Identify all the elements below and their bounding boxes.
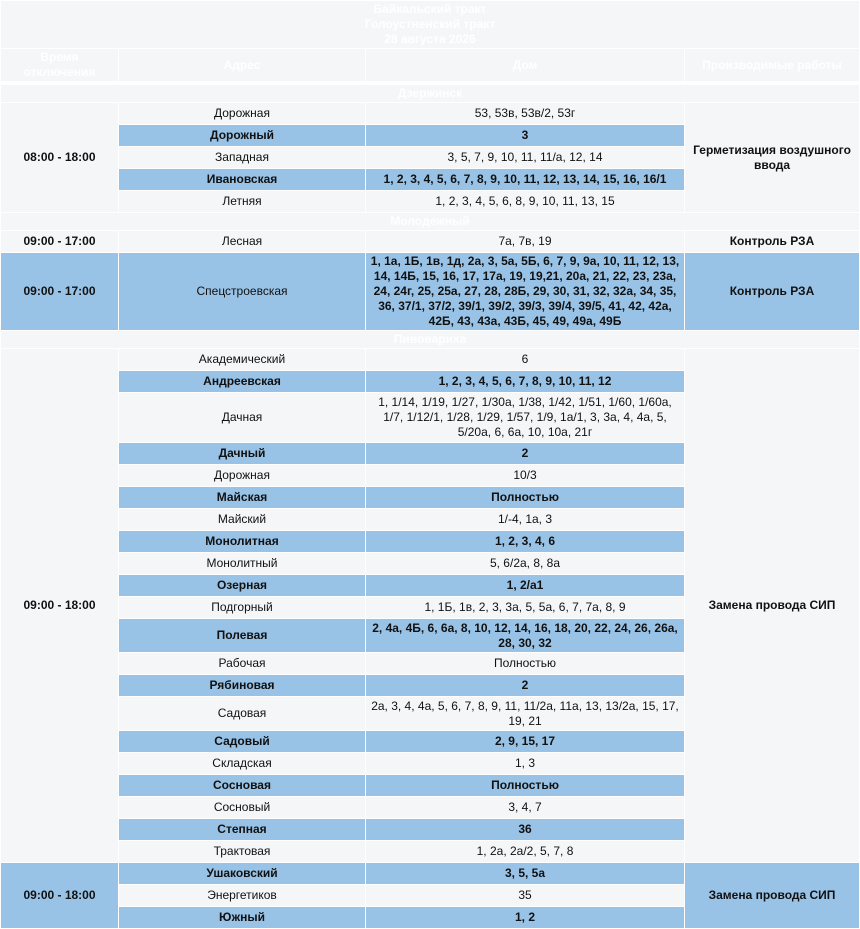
title-line-2: Голоустненский тракт: [364, 17, 496, 31]
column-header-row: [1, 49, 859, 81]
houses-cell: Полностью: [366, 775, 684, 796]
address-cell: Энергетиков: [119, 885, 365, 906]
section-title-pivovarikha: Пивовариха: [1, 331, 859, 348]
address-cell: Садовая: [119, 697, 365, 730]
address-cell: Лесная: [119, 231, 365, 252]
column-header-time: Время отключения: [1, 49, 118, 81]
table-row: [1, 231, 859, 252]
houses-cell: 5, 6/2а, 8, 8а: [366, 553, 684, 574]
houses-cell: 35: [366, 885, 684, 906]
houses-cell: 10/3: [366, 465, 684, 486]
houses-cell: 1, 2, 3, 4, 5, 6, 8, 9, 10, 11, 13, 15: [366, 191, 684, 212]
address-cell: Рабочая: [119, 653, 365, 674]
address-cell: Складская: [119, 753, 365, 774]
address-cell: Полевая: [119, 619, 365, 652]
address-cell: Сосновая: [119, 775, 365, 796]
houses-cell: 1/-4, 1а, 3: [366, 509, 684, 530]
column-header-work: Производимые работы: [685, 49, 859, 81]
section-row: [1, 85, 859, 102]
houses-cell: 2а, 3, 4, 4а, 5, 6, 7, 8, 9, 11, 11/2а, 11а, 13, 13/2а, 15, 17, 19, 21: [366, 697, 684, 730]
houses-cell: 2: [366, 443, 684, 464]
column-header-house: Дом: [366, 49, 684, 81]
table-row: [1, 349, 859, 370]
houses-cell: Полностью: [366, 653, 684, 674]
address-cell: Южный: [119, 907, 365, 928]
houses-cell: 1, 1/14, 1/19, 1/27, 1/30а, 1/38, 1/42, 1/51, 1/60, 1/60а, 1/7, 1/12/1, 1/28, 1/29, 1/57, 1/9, 1а/1, 3, 3а, 4, 4а, 5, 5/20а, 6, 6а, 10, 10а, 21г: [366, 393, 684, 442]
title-line-1: Байкальский тракт: [373, 2, 487, 16]
houses-cell: 2: [366, 675, 684, 696]
work-description: Герметизация воздушного ввода: [685, 103, 859, 212]
address-cell: Дачная: [119, 393, 365, 442]
table-row: [1, 863, 859, 884]
address-cell: Подгорный: [119, 597, 365, 618]
houses-cell: 6: [366, 349, 684, 370]
address-cell: Дорожная: [119, 103, 365, 124]
houses-cell: Полностью: [366, 487, 684, 508]
section-row: [1, 331, 859, 348]
houses-cell: 3, 5, 7, 9, 10, 11, 11/а, 12, 14: [366, 147, 684, 168]
address-cell: Степная: [119, 819, 365, 840]
houses-cell: 1, 1Б, 1в, 2, 3, 3а, 5, 5а, 6, 7, 7а, 8, 9: [366, 597, 684, 618]
houses-cell: 1, 2, 3, 4, 5, 6, 7, 8, 9, 10, 11, 12, 13, 14, 15, 16, 16/1: [366, 169, 684, 190]
title-row: [1, 1, 859, 48]
outage-time: 09:00 - 18:00: [1, 349, 118, 862]
houses-cell: 2, 9, 15, 17: [366, 731, 684, 752]
section-row: [1, 213, 859, 230]
address-cell: Дорожная: [119, 465, 365, 486]
houses-cell: 1, 2а, 2а/2, 5, 7, 8: [366, 841, 684, 862]
address-cell: Западная: [119, 147, 365, 168]
section-title-molodezhny: Молодежный: [1, 213, 859, 230]
houses-cell: 3: [366, 125, 684, 146]
address-cell: Ивановская: [119, 169, 365, 190]
address-cell: Майский: [119, 509, 365, 530]
houses-cell: 1, 3: [366, 753, 684, 774]
address-cell: Академический: [119, 349, 365, 370]
address-cell: Рябиновая: [119, 675, 365, 696]
address-cell: Трактовая: [119, 841, 365, 862]
address-cell: Спецстроевская: [119, 253, 365, 330]
houses-cell: 1, 2, 3, 4, 6: [366, 531, 684, 552]
section-title-dzerzhinsk: Дзержинск: [1, 85, 859, 102]
address-cell: Андреевская: [119, 371, 365, 392]
houses-cell: 1, 1а, 1Б, 1в, 1д, 2а, 3, 5а, 5Б, 6, 7, 9, 9а, 10, 11, 12, 13, 14, 14Б, 15, 16, 17, 17а, 19, 19,21, 20а, 21, 22, 23, 23а, 24, 24г, 25, 25а, 27, 28, 28Б, 29, 30, 31, 32, 32а, 34, 35, 36, 37/1, 37/2, 39/1, 39/2, 39/3, 39/4, 39/5, 41, 42, 42а, 42Б, 43, 43а, 43Б, 45, 49, 49а, 49Б: [366, 253, 684, 330]
work-description: Контроль РЗА: [685, 231, 859, 252]
spacer: [1, 82, 859, 84]
address-cell: Дорожный: [119, 125, 365, 146]
page-title: [1, 1, 859, 48]
address-cell: Ушаковский: [119, 863, 365, 884]
outage-time: 09:00 - 17:00: [1, 231, 118, 252]
address-cell: Дачный: [119, 443, 365, 464]
houses-cell: 53, 53в, 53в/2, 53г: [366, 103, 684, 124]
table-row: [1, 253, 859, 330]
title-date: 28 августа 2026: [384, 32, 476, 46]
houses-cell: 2, 4а, 4Б, 6, 6а, 8, 10, 12, 14, 16, 18, 20, 22, 24, 26, 26а, 28, 30, 32: [366, 619, 684, 652]
houses-cell: 3, 4, 7: [366, 797, 684, 818]
houses-cell: 1, 2/а1: [366, 575, 684, 596]
address-cell: Садовый: [119, 731, 365, 752]
work-description: Замена провода СИП: [685, 349, 859, 862]
houses-cell: 7а, 7в, 19: [366, 231, 684, 252]
outage-time: 08:00 - 18:00: [1, 103, 118, 212]
houses-cell: 36: [366, 819, 684, 840]
address-cell: Озерная: [119, 575, 365, 596]
address-cell: Сосновый: [119, 797, 365, 818]
work-description: Замена провода СИП: [685, 863, 859, 928]
column-header-address: Адрес: [119, 49, 365, 81]
work-description: Контроль РЗА: [685, 253, 859, 330]
address-cell: Майская: [119, 487, 365, 508]
address-cell: Монолитная: [119, 531, 365, 552]
address-cell: Монолитный: [119, 553, 365, 574]
address-cell: Летняя: [119, 191, 365, 212]
houses-cell: 1, 2: [366, 907, 684, 928]
houses-cell: 3, 5, 5а: [366, 863, 684, 884]
outage-time: 09:00 - 18:00: [1, 863, 118, 928]
outage-time: 09:00 - 17:00: [1, 253, 118, 330]
houses-cell: 1, 2, 3, 4, 5, 6, 7, 8, 9, 10, 11, 12: [366, 371, 684, 392]
table-row: [1, 103, 859, 124]
